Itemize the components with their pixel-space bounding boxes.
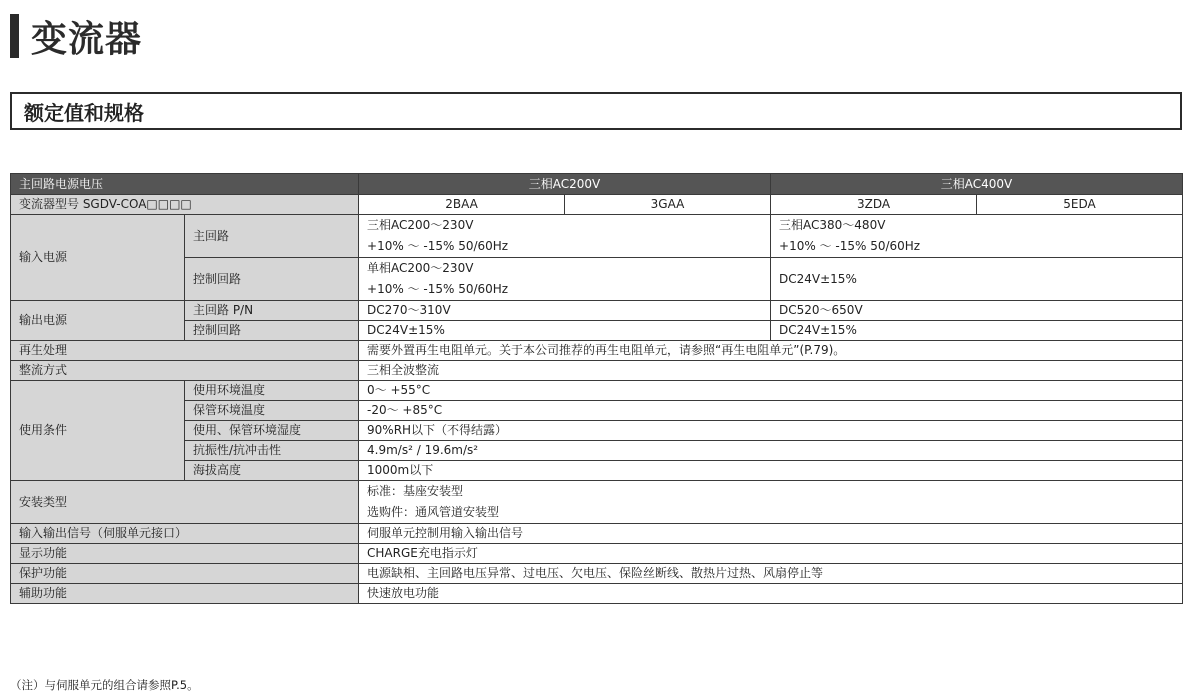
section-header: [10, 92, 1182, 130]
output-main-ac400: DC520～650V: [771, 301, 1183, 321]
input-main-ac200-line1: 三相AC200～230V: [367, 218, 474, 232]
model-label: 变流器型号 SGDV-COA□□□□: [11, 195, 359, 215]
mount-value: [359, 481, 1183, 524]
input-control-ac200-line1: 单相AC200～230V: [367, 261, 474, 275]
footnote: （注）与伺服单元的组合请参照P.5。: [10, 678, 199, 692]
table-header-row: [11, 174, 1183, 195]
table-row: [11, 401, 1183, 421]
condition-label-3: 使用、保管环境湿度: [185, 421, 359, 441]
spec-table: [10, 173, 1183, 604]
table-row: [11, 524, 1183, 544]
table-row: [11, 361, 1183, 381]
protect-value: 电源缺相、主回路电压异常、过电压、欠电压、保险丝断线、散热片过热、风扇停止等: [359, 564, 1183, 584]
input-main-ac400: [771, 215, 1183, 258]
condition-label-5: 海拔高度: [185, 461, 359, 481]
table-row: [11, 441, 1183, 461]
io-value: 伺服单元控制用输入输出信号: [359, 524, 1183, 544]
table-row: [11, 301, 1183, 321]
table-row: [11, 481, 1183, 524]
condition-label-1: 使用环境温度: [185, 381, 359, 401]
table-row: [11, 341, 1183, 361]
mount-value-line2: 选购件：通风管道安装型: [367, 505, 500, 519]
model-5eda: 5EDA: [977, 195, 1183, 215]
mount-label: 安装类型: [11, 481, 359, 524]
input-control-ac400: DC24V±15%: [771, 258, 1183, 301]
section-title: 额定值和规格: [24, 100, 144, 125]
condition-value-5: 1000m以下: [359, 461, 1183, 481]
output-control-ac200: DC24V±15%: [359, 321, 771, 341]
output-main-ac200: DC270～310V: [359, 301, 771, 321]
table-row: [11, 544, 1183, 564]
input-main-label: 主回路: [185, 215, 359, 258]
model-3gaa: 3GAA: [565, 195, 771, 215]
input-control-ac200-line2: +10% ～ -15% 50/60Hz: [367, 282, 509, 296]
regen-value: 需要外置再生电阻单元。关于本公司推荐的再生电阻单元，请参照“再生电阻单元”(P.79)。: [359, 341, 1183, 361]
aux-value: 快速放电功能: [359, 584, 1183, 604]
title-accent-bar: [10, 14, 19, 58]
mount-value-line1: 标准：基座安装型: [367, 484, 464, 498]
regen-label: 再生处理: [11, 341, 359, 361]
input-main-ac400-line2: +10% ～ -15% 50/60Hz: [779, 239, 921, 253]
input-main-ac400-line1: 三相AC380～480V: [779, 218, 886, 232]
table-row: [11, 461, 1183, 481]
io-label: 输入输出信号（伺服单元接口）: [11, 524, 359, 544]
condition-value-1: 0～ +55°C: [359, 381, 1183, 401]
table-row: [11, 564, 1183, 584]
condition-label-4: 抗振性/抗冲击性: [185, 441, 359, 461]
condition-value-3: 90%RH以下（不得结露）: [359, 421, 1183, 441]
table-row: [11, 381, 1183, 401]
rectify-value: 三相全波整流: [359, 361, 1183, 381]
header-ac400: 三相AC400V: [771, 174, 1183, 195]
page-header: [10, 12, 142, 60]
table-row: [11, 584, 1183, 604]
model-3zda: 3ZDA: [771, 195, 977, 215]
input-main-ac200: [359, 215, 771, 258]
output-control-label: 控制回路: [185, 321, 359, 341]
output-power-label: 输出电源: [11, 301, 185, 341]
input-power-label: 输入电源: [11, 215, 185, 301]
protect-label: 保护功能: [11, 564, 359, 584]
output-main-label: 主回路 P/N: [185, 301, 359, 321]
model-2baa: 2BAA: [359, 195, 565, 215]
display-label: 显示功能: [11, 544, 359, 564]
header-voltage-label: 主回路电源电压: [11, 174, 359, 195]
display-value: CHARGE充电指示灯: [359, 544, 1183, 564]
header-ac200: 三相AC200V: [359, 174, 771, 195]
input-control-ac200: [359, 258, 771, 301]
table-row: [11, 321, 1183, 341]
rectify-label: 整流方式: [11, 361, 359, 381]
condition-value-4: 4.9m/s² / 19.6m/s²: [359, 441, 1183, 461]
conditions-label: 使用条件: [11, 381, 185, 481]
aux-label: 辅助功能: [11, 584, 359, 604]
page-title: 变流器: [31, 18, 143, 60]
table-row: [11, 258, 1183, 301]
condition-label-2: 保管环境温度: [185, 401, 359, 421]
table-row: [11, 215, 1183, 258]
condition-value-2: -20～ +85°C: [359, 401, 1183, 421]
table-row: [11, 421, 1183, 441]
output-control-ac400: DC24V±15%: [771, 321, 1183, 341]
table-row: [11, 195, 1183, 215]
input-control-label: 控制回路: [185, 258, 359, 301]
input-main-ac200-line2: +10% ～ -15% 50/60Hz: [367, 239, 509, 253]
